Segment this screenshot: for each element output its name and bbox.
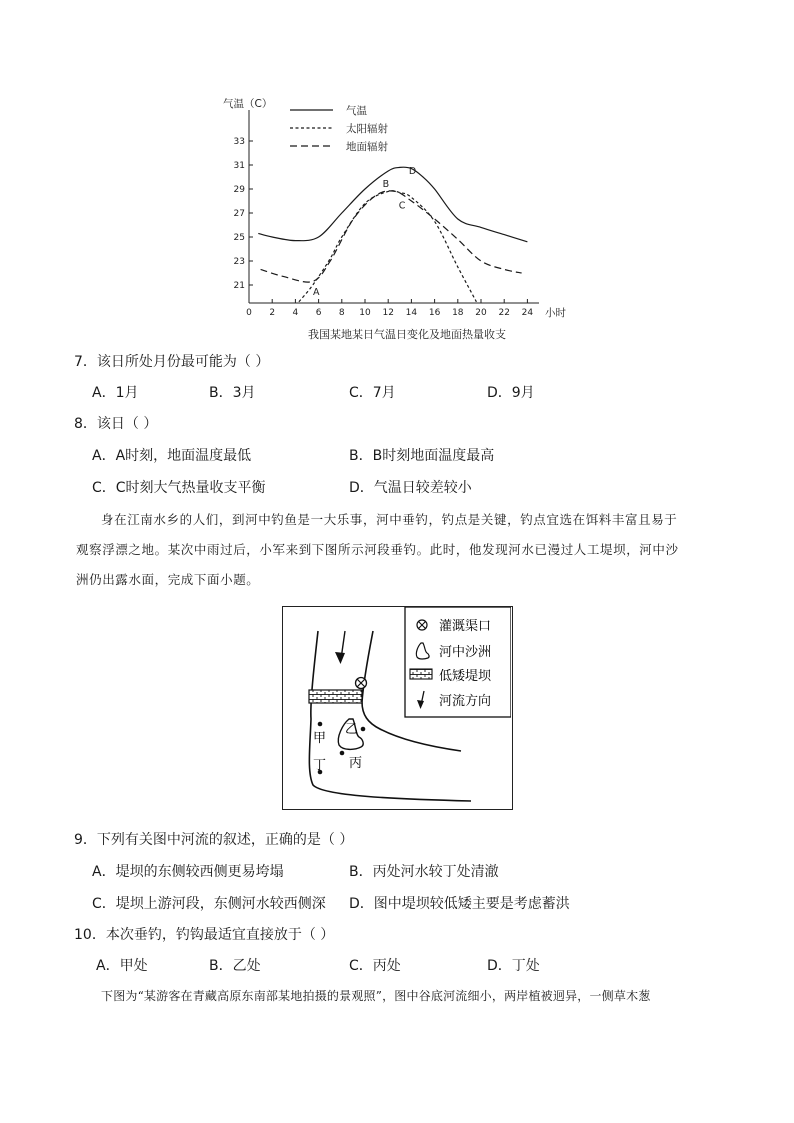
point-label-d: D <box>408 165 417 177</box>
q8-option-b: B．B时刻地面温度最高 <box>349 448 495 464</box>
q9-option-c: C．堤坝上游河段，东侧河水较西侧深 <box>92 896 326 912</box>
label-yi: 乙 <box>345 722 359 737</box>
x-tick-label: 16 <box>428 308 441 318</box>
x-tick-label: 10 <box>359 308 371 318</box>
q10-option-a: A．甲处 <box>96 958 148 974</box>
q8-option-c: C．C时刻大气热量收支平衡 <box>92 480 266 496</box>
river-map-drawing <box>283 607 511 808</box>
question-7: 7．该日所处月份最可能为（ ） <box>74 354 270 370</box>
legend-dam-icon <box>410 669 432 679</box>
passage-line-3: 洲仍出露水面，完成下面小题。 <box>76 572 260 587</box>
legend-label-0: 气温 <box>346 105 367 117</box>
q7-option-b: B．3月 <box>209 385 256 401</box>
point-bing <box>340 751 345 756</box>
q8-option-d: D．气温日较差较小 <box>349 480 472 496</box>
river-map <box>282 606 513 810</box>
q10-option-b: B．乙处 <box>209 958 261 974</box>
legend-irrigation-icon <box>417 620 427 630</box>
x-tick-label: 24 <box>521 308 534 318</box>
q9-option-b: B．丙处河水较丁处清澈 <box>349 864 499 880</box>
series-line-2 <box>261 191 522 282</box>
question-8: 8．该日（ ） <box>74 416 158 432</box>
point-jia <box>318 722 323 727</box>
x-axis-label: 小时 <box>545 307 566 319</box>
chart-series <box>258 167 527 302</box>
x-tick-label: 12 <box>382 308 394 318</box>
x-tick-label: 22 <box>498 308 510 318</box>
y-axis-label: 气温（C） <box>223 98 273 110</box>
y-tick-label: 27 <box>233 209 245 219</box>
passage-line-1: 身在江南水乡的人们，到河中钓鱼是一大乐事，河中垂钓，钓点是关键，钓点宜选在饵料丰富且易于 <box>101 512 678 527</box>
passage2-line-1: 下图为“某游客在青藏高原东南部某地拍摄的景观照”，图中谷底河流细小，两岸植被迥异，一侧草木葱 <box>101 989 651 1003</box>
legend-label-2: 地面辐射 <box>346 141 388 153</box>
point-label-b: B <box>382 179 390 190</box>
series-line-0 <box>258 167 527 242</box>
y-tick-label: 25 <box>233 233 245 243</box>
q9-option-d: D．图中堤坝较低矮主要是考虑蓄洪 <box>349 896 570 912</box>
x-tick-label: 0 <box>246 308 252 318</box>
q10-option-d: D．丁处 <box>487 958 540 974</box>
low-dam <box>309 690 362 703</box>
legend-dam-label: 低矮堤坝 <box>439 669 492 684</box>
point-yi <box>361 727 366 732</box>
point-label-c: C <box>398 200 406 212</box>
x-tick-label: 6 <box>315 308 322 318</box>
label-bing: 丙 <box>349 756 363 771</box>
x-tick-label: 4 <box>292 308 299 318</box>
x-tick-label: 2 <box>269 308 276 318</box>
x-tick-label: 8 <box>338 308 345 318</box>
q8-option-a: A．A时刻，地面温度最低 <box>92 448 252 464</box>
legend-flow-label: 河流方向 <box>439 694 492 709</box>
y-tick-label: 23 <box>233 257 245 267</box>
x-tick-label: 18 <box>452 308 464 318</box>
chart-point-labels <box>313 166 416 298</box>
q9-option-a: A．堤坝的东侧较西侧更易垮塌 <box>92 864 284 880</box>
y-tick-label: 31 <box>233 161 245 171</box>
passage-line-2: 观察浮漂之地。某次中雨过后，小军来到下图所示河段垂钓。此时，他发现河水已漫过人工堤坝，河中沙 <box>76 542 679 557</box>
chart-caption: 我国某地某日气温日变化及地面热量收支 <box>308 328 506 341</box>
label-ding: 丁 <box>313 758 327 773</box>
chart-legend <box>290 104 388 153</box>
y-tick-label: 21 <box>233 281 245 291</box>
question-10: 10．本次垂钓，钓钩最适宜直接放于（ ） <box>74 927 335 943</box>
legend-label-1: 太阳辐射 <box>346 123 388 135</box>
y-tick-label: 29 <box>233 185 245 195</box>
temperature-radiation-chart <box>215 92 585 344</box>
legend-sandbar-label: 河中沙洲 <box>439 645 492 660</box>
x-tick-label: 20 <box>475 308 487 318</box>
q7-option-d: D．9月 <box>487 385 535 401</box>
q10-option-c: C．丙处 <box>349 958 401 974</box>
flow-direction-arrow-icon <box>335 631 345 664</box>
irrigation-outlet-icon <box>356 678 367 689</box>
series-line-1 <box>299 191 477 302</box>
question-9: 9．下列有关图中河流的叙述，正确的是（ ） <box>74 832 354 848</box>
y-tick-label: 33 <box>233 137 245 147</box>
q7-option-c: C．7月 <box>349 385 396 401</box>
x-tick-label: 14 <box>405 308 418 318</box>
legend-irrigation-label: 灌溉渠口 <box>439 619 492 634</box>
q7-option-a: A．1月 <box>92 385 139 401</box>
label-jia: 甲 <box>313 731 327 746</box>
point-label-a: A <box>313 287 320 298</box>
